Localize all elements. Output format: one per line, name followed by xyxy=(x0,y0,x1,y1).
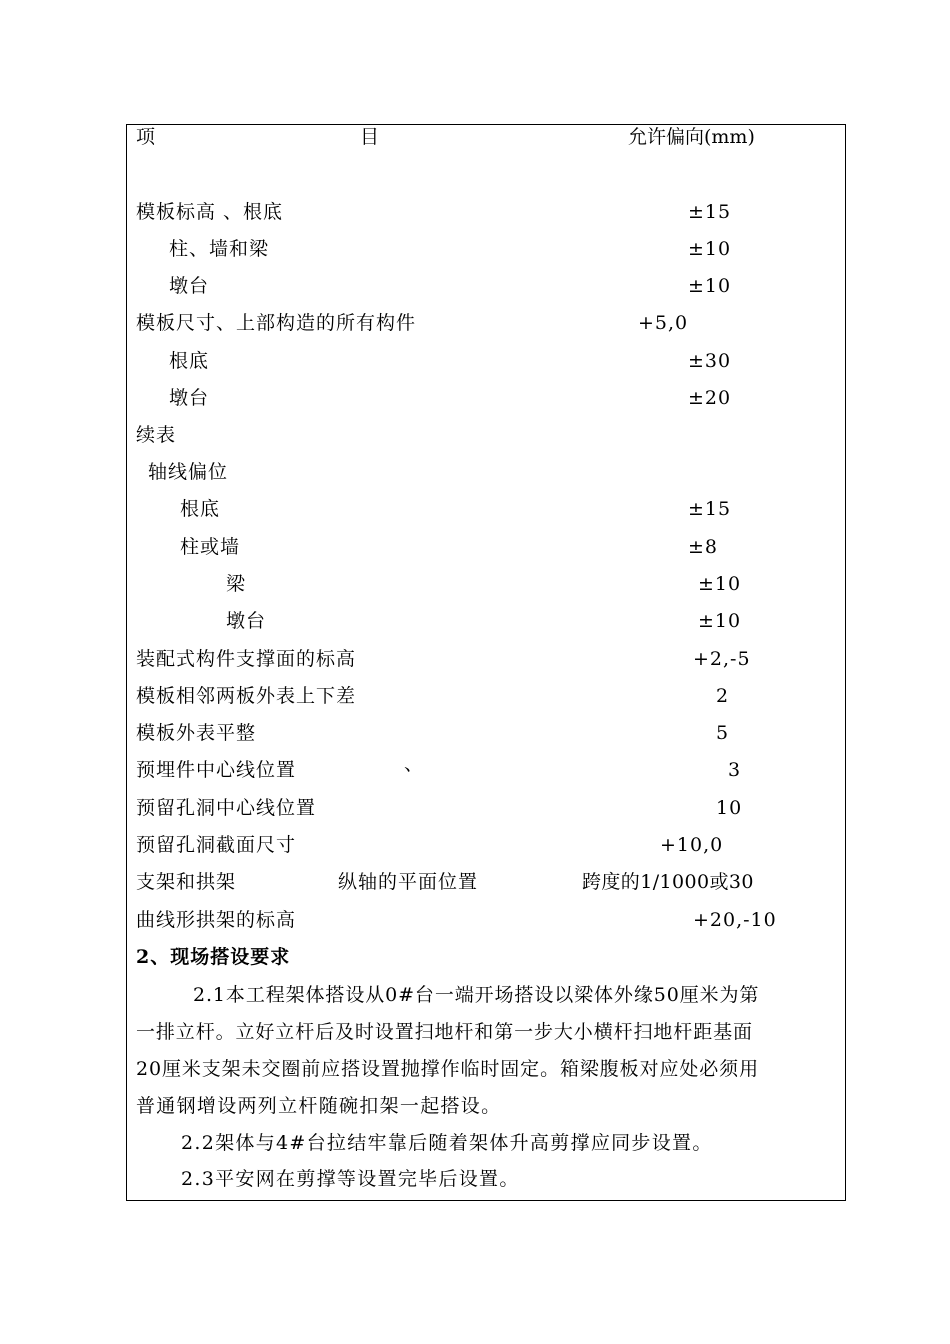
row-value: ±8 xyxy=(688,536,719,558)
row-item: 模板外表平整 xyxy=(136,722,257,744)
row-item: 柱、墙和梁 xyxy=(169,238,270,260)
paragraph-line: 20厘米支架未交圈前应搭设置抛撑作临时固定。箱梁腹板对应处必须用 xyxy=(136,1058,759,1080)
row-value: ±15 xyxy=(688,498,732,520)
row-value: ±10 xyxy=(688,275,732,297)
header-item: 项 xyxy=(136,126,157,148)
row-value: ±10 xyxy=(688,238,732,260)
row-value: ±20 xyxy=(688,387,732,409)
row-value: 跨度的1/1000或30 xyxy=(582,871,754,893)
header-tolerance: 允许偏向(mm) xyxy=(628,126,755,148)
row-value: ±15 xyxy=(688,201,732,223)
row-item: 模板尺寸、上部构造的所有构件 xyxy=(136,312,417,334)
paragraph-line: 普通钢增设两列立杆随碗扣架一起搭设。 xyxy=(136,1095,502,1117)
header-item-mu: 目 xyxy=(360,126,381,148)
row-value: 5 xyxy=(716,722,730,744)
row-value: 2 xyxy=(716,685,730,707)
paragraph-line: 2.1本工程架体搭设从0#台一端开场搭设以梁体外缘50厘米为第 xyxy=(193,984,760,1006)
row-item: 柱或墙 xyxy=(180,536,241,558)
row-item: 曲线形拱架的标高 xyxy=(136,909,297,931)
row-item: 装配式构件支撑面的标高 xyxy=(136,648,357,670)
paragraph-line: 一排立杆。立好立杆后及时设置扫地杆和第一步大小横杆扫地杆距基面 xyxy=(136,1021,753,1043)
row-item: 墩台 xyxy=(169,387,210,409)
paragraph-line: 2.2架体与4#台拉结牢靠后随着架体升高剪撑应同步设置。 xyxy=(181,1132,713,1154)
row-item: 梁 xyxy=(226,573,247,595)
section-heading: 2、现场搭设要求 xyxy=(136,946,291,968)
paragraph-line: 2.3平安网在剪撑等设置完毕后设置。 xyxy=(181,1168,520,1190)
stray-mark: 、 xyxy=(404,753,425,775)
row-item: 预留孔洞截面尺寸 xyxy=(136,834,297,856)
row-value: ±30 xyxy=(688,350,732,372)
row-item: 根底 xyxy=(180,498,221,520)
row-value: +20,-10 xyxy=(693,909,777,931)
row-item: 模板标高 、根底 xyxy=(136,201,284,223)
row-item: 轴线偏位 xyxy=(148,461,229,483)
row-item: 模板相邻两板外表上下差 xyxy=(136,685,357,707)
row-value: +10,0 xyxy=(660,834,724,856)
row-value: ±10 xyxy=(698,573,742,595)
row-subitem: 纵轴的平面位置 xyxy=(338,871,479,893)
row-item: 墩台 xyxy=(169,275,210,297)
row-value: +2,-5 xyxy=(693,648,751,670)
row-value: ±10 xyxy=(698,610,742,632)
row-value: +5,0 xyxy=(638,312,689,334)
row-item: 预留孔洞中心线位置 xyxy=(136,797,317,819)
row-item: 墩台 xyxy=(226,610,267,632)
row-item: 预埋件中心线位置 xyxy=(136,759,297,781)
row-value: 3 xyxy=(728,759,742,781)
row-item: 支架和拱架 xyxy=(136,871,237,893)
row-value: 10 xyxy=(716,797,743,819)
row-item: 根底 xyxy=(169,350,210,372)
continued-label: 续表 xyxy=(136,424,177,446)
